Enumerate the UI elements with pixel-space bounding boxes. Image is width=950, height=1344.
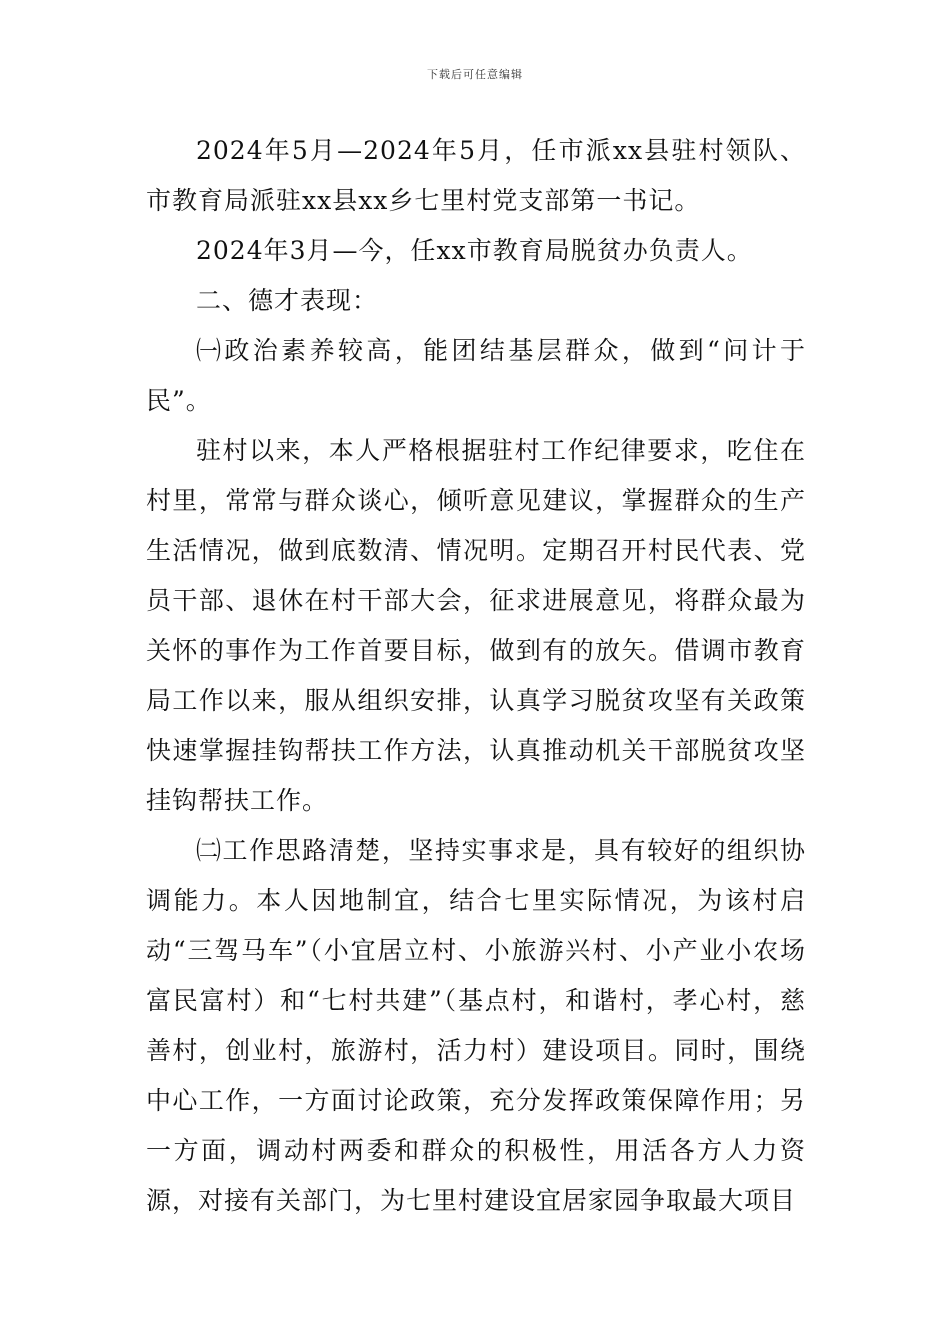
paragraph-point-1-detail: 驻村以来，本人严格根据驻村工作纪律要求，吃住在村里，常常与群众谈心，倾听意见建议，掌握群众的生产生活情况，做到底数清、情况明。定期召开村民代表、党员干部、退休在村干部大会，征求进展意见，将群众最为关怀的事作为工作首要目标，做到有的放矢。借调市教育局工作以来，服从组织安排，认真学习脱贫攻坚有关政策快速掌握挂钩帮扶工作方法，认真推动机关干部脱贫攻坚挂钩帮扶工作。 [146,436,806,815]
paragraph-point-2: ㈡工作思路清楚，坚持实事求是，具有较好的组织协调能力。本人因地制宜，结合七里实际情况，为该村启动“三驾马车”（小宜居立村、小旅游兴村、小产业小农场富民富村）和“七村共建”（基点村，和谐村，孝心村，慈善村，创业村，旅游村，活力村）建设项目。同时，围绕中心工作，一方面讨论政策，充分发挥政策保障作用；另一方面，调动村两委和群众的积极性，用活各方人力资源，对接有关部门，为七里村建设宜居家园争取最大项目 [146,836,806,1215]
section-heading: 二、德才表现： [196,286,379,315]
paragraph-point-1: ㈠政治素养较高，能团结基层群众，做到“问计于民”。 [146,336,806,415]
paragraph-appointment-2: 2024年3月—今，任xx市教育局脱贫办负责人。 [196,236,753,265]
page-header: 下载后可任意编辑 [427,68,523,81]
paragraph-appointment-1: 2024年5月—2024年5月，任市派xx县驻村领队、市教育局派驻xx县xx乡七里村党支部第一书记。 [146,136,806,215]
document-body [146,126,806,1226]
